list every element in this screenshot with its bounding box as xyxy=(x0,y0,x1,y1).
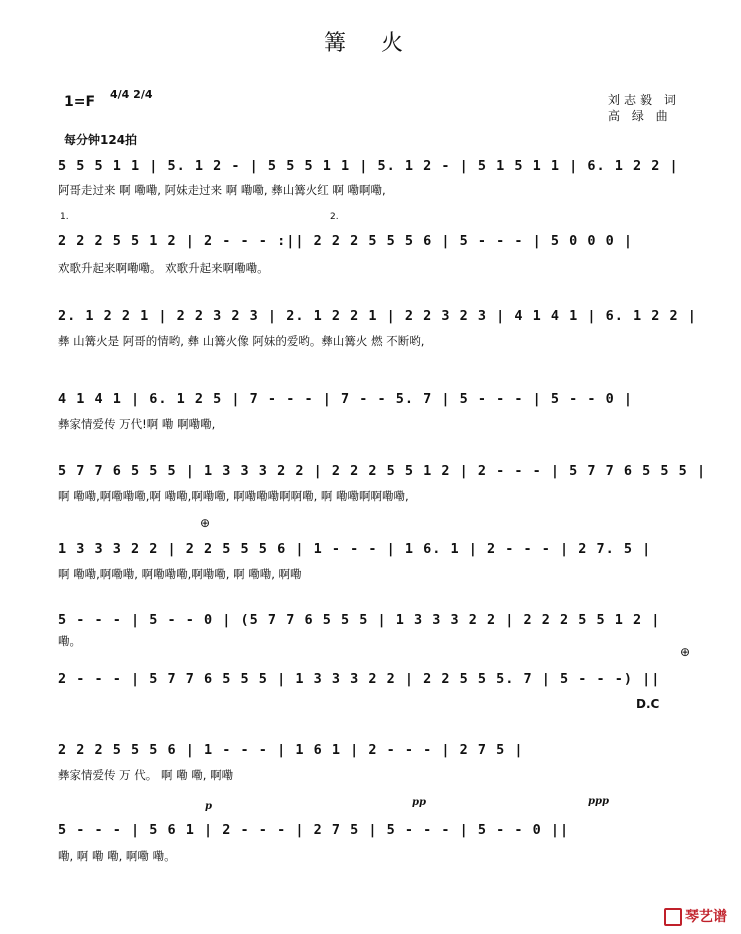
tempo-marking: 每分钟124拍 xyxy=(64,133,138,147)
score-line-5-notes: 5 7 7 6 5 5 5 | 1 3 3 3 2 2 | 2 2 2 5 5 1 2 | 2 - - - | 5 7 7 6 5 5 5 | xyxy=(58,463,707,479)
watermark-logo xyxy=(664,906,727,926)
credits xyxy=(608,92,680,124)
score-line-7-notes: 5 - - - | 5 - - 0 | (5 7 7 6 5 5 5 | 1 3 3 3 2 2 | 2 2 2 5 5 1 2 | xyxy=(58,612,661,628)
score-line-1-lyrics: 阿哥走过来 啊 嘞嘞, 阿妹走过来 啊 嘞嘞, 彝山篝火红 啊 嘞啊嘞, xyxy=(58,183,386,197)
time-signature xyxy=(110,89,153,101)
score-line-7-lyrics: 嘞。 xyxy=(58,634,81,648)
song-title: 篝 火 xyxy=(324,31,417,56)
meter-primary: 4/4 xyxy=(110,88,130,101)
second-ending-mark: 2. xyxy=(330,212,339,222)
score-line-6-lyrics: 啊 嘞嘞,啊嘞嘞, 啊嘞嘞嘞,啊嘞嘞, 啊 嘞嘞, 啊嘞 xyxy=(58,567,302,581)
score-line-8-notes: 2 - - - | 5 7 7 6 5 5 5 | 1 3 3 3 2 2 | 2 2 5 5 5. 7 | 5 - - -) || xyxy=(58,671,661,687)
score-line-4-lyrics: 彝家情爱传 万代!啊 嘞 啊嘞嘞, xyxy=(58,417,216,431)
da-capo-mark: D.C xyxy=(636,697,660,711)
score-line-2-notes: 2 2 2 5 5 1 2 | 2 - - - :|| 2 2 2 5 5 5 6 | 5 - - - | 5 0 0 0 | xyxy=(58,233,634,249)
coda-sign: ⊕ xyxy=(200,516,211,530)
logo-icon xyxy=(664,908,682,926)
score-line-6-notes: 1 3 3 3 2 2 | 2 2 5 5 5 6 | 1 - - - | 1 6. 1 | 2 - - - | 2 7. 5 | xyxy=(58,541,652,557)
dynamic-pp: pp xyxy=(412,797,426,808)
score-line-9-lyrics: 彝家情爱传 万 代。 啊 嘞 嘞, 啊嘞 xyxy=(58,768,234,782)
score-line-10-notes: 5 - - - | 5 6 1 | 2 - - - | 2 7 5 | 5 - - - | 5 - - 0 || xyxy=(58,822,570,838)
score-line-5-lyrics: 啊 嘞嘞,啊嘞嘞嘞,啊 嘞嘞,啊嘞嘞, 啊嘞嘞嘞啊啊嘞, 啊 嘞嘞啊啊嘞嘞, xyxy=(58,489,409,503)
meter-secondary: 2/4 xyxy=(133,88,153,101)
score-line-3-lyrics: 彝 山篝火是 阿哥的情哟, 彝 山篝火像 阿妹的爱哟。彝山篝火 燃 不断哟, xyxy=(58,334,425,348)
key-signature: 1=F xyxy=(64,94,96,110)
score-line-1-notes: 5 5 5 1 1 | 5. 1 2 - | 5 5 5 1 1 | 5. 1 2 - | 5 1 5 1 1 | 6. 1 2 2 | xyxy=(58,158,679,174)
lyricist-credit: 刘志毅 词 xyxy=(608,93,680,107)
coda-sign-end: ⊕ xyxy=(680,645,691,659)
dynamic-ppp: ppp xyxy=(588,796,609,807)
first-ending-mark: 1. xyxy=(60,212,69,222)
watermark-text: 琴艺谱 xyxy=(685,909,727,925)
score-line-2-lyrics: 欢歌升起来啊嘞嘞。 欢歌升起来啊嘞嘞。 xyxy=(58,261,269,275)
score-line-9-notes: 2 2 2 5 5 5 6 | 1 - - - | 1 6 1 | 2 - - - | 2 7 5 | xyxy=(58,742,524,758)
score-line-4-notes: 4 1 4 1 | 6. 1 2 5 | 7 - - - | 7 - - 5. 7 | 5 - - - | 5 - - 0 | xyxy=(58,391,634,407)
composer-credit: 高 绿 曲 xyxy=(608,109,672,123)
dynamic-p: p xyxy=(205,801,212,812)
score-line-10-lyrics: 嘞, 啊 嘞 嘞, 啊嘞 嘞。 xyxy=(58,849,176,863)
score-line-3-notes: 2. 1 2 2 1 | 2 2 3 2 3 | 2. 1 2 2 1 | 2 2 3 2 3 | 4 1 4 1 | 6. 1 2 2 | xyxy=(58,308,697,324)
